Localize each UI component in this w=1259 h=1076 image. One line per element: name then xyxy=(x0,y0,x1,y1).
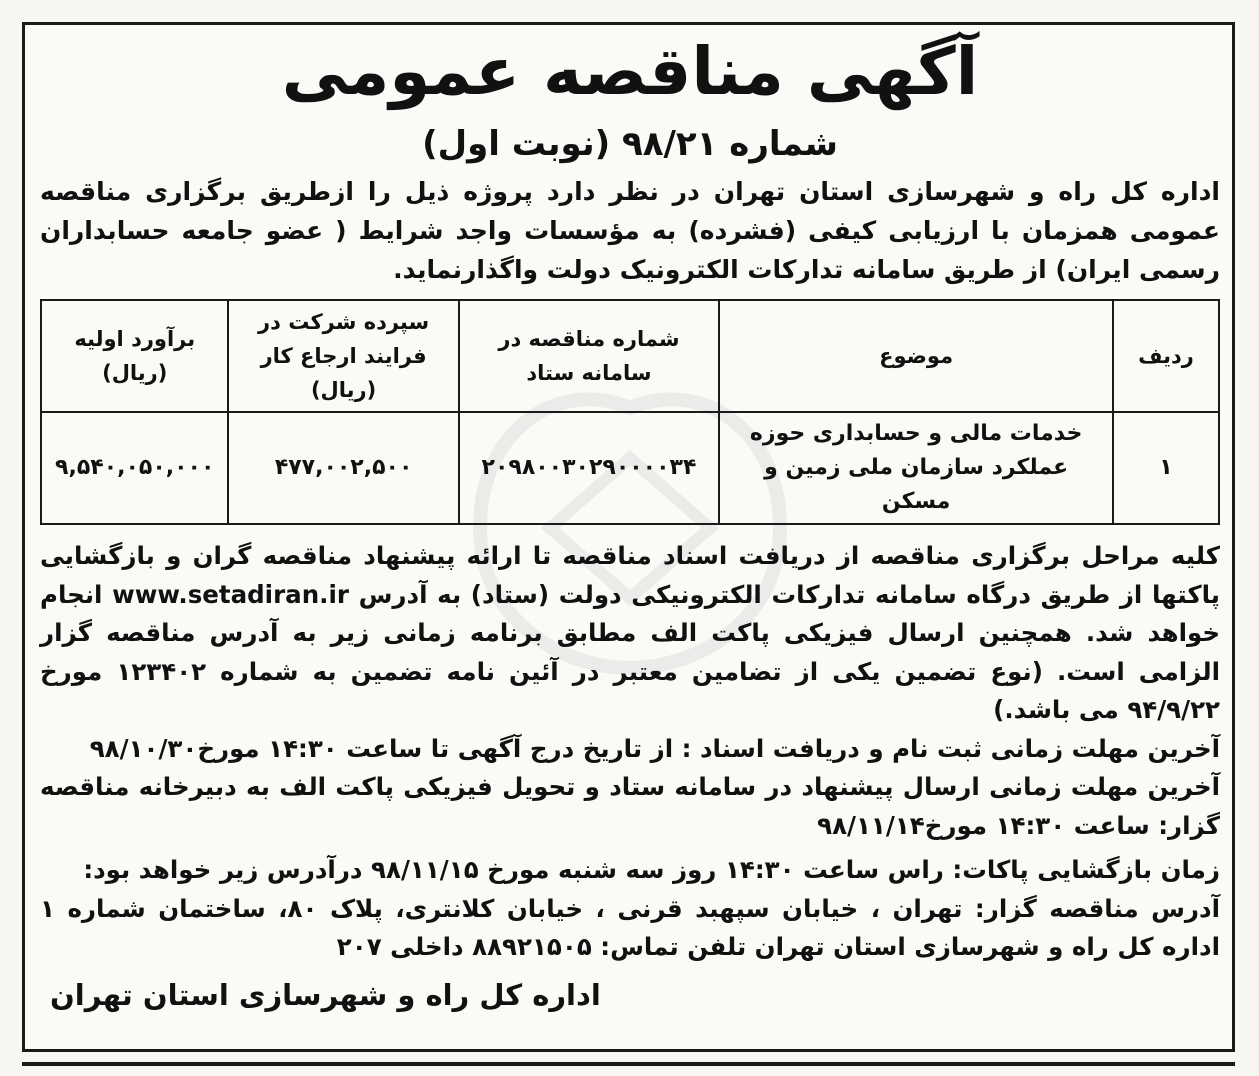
signature: اداره کل راه و شهرسازی استان تهران xyxy=(50,977,601,1012)
procedure-text-end: انجام خواهد شد. همچنین ارسال فیزیکی پاکت الف مطابق برنامه زمانی زیر به آدرس مناقصه گزار الزامی است. (نوع تضمین یکی از تضامین معتبر در آئین نامه تضمین به شماره ۱۲۳۴۰۲ مورخ ۹۴/۹/۲۲ می باشد.) xyxy=(40,579,1220,724)
header-estimate: برآورد اولیه (ریال) xyxy=(41,300,228,412)
tenderer-address: آدرس مناقصه گزار: تهران ، خیابان سپهبد قرنی ، خیابان کلانتری، پلاک ۸۰، ساختمان شماره ۱ اداره کل راه و شهرسازی استان تهران تلفن تماس: ۸۸۹۲۱۵۰۵ داخلی ۲۰۷ xyxy=(40,893,1220,961)
header-subject: موضوع xyxy=(719,300,1113,412)
header-tender-number: شماره مناقصه در سامانه ستاد xyxy=(459,300,719,412)
procedure-text-start: کلیه مراحل برگزاری مناقصه از دریافت اسناد مناقصه تا ارائه پیشنهاد مناقصه گران و بازگشایی پاکتها از طریق درگاه سامانه تدارکات الکترونیکی دولت (ستاد) به آدرس xyxy=(40,541,1220,609)
table-row xyxy=(41,412,1219,524)
cell-deposit: ۴۷۷,۰۰۲,۵۰۰ xyxy=(228,412,458,524)
header-row-number: ردیف xyxy=(1113,300,1219,412)
cell-tender-number: ۲۰۹۸۰۰۳۰۲۹۰۰۰۰۳۴ xyxy=(459,412,719,524)
cell-estimate: ۹,۵۴۰,۰۵۰,۰۰۰ xyxy=(41,412,228,524)
opening-time: زمان بازگشایی پاکات: راس ساعت ۱۴:۳۰ روز سه شنبه مورخ ۹۸/۱۱/۱۵ درآدرس زیر خواهد بود: xyxy=(83,855,1220,884)
cell-row-number: ۱ xyxy=(1113,412,1219,524)
header-deposit: سپرده شرکت در فرایند ارجاع کار (ریال) xyxy=(228,300,458,412)
notice-title: آگهی مناقصه عمومی xyxy=(281,33,979,110)
deadline-bids: آخرین مهلت زمانی ارسال پیشنهاد در سامانه ستاد و تحویل فیزیکی پاکت الف به دبیرخانه مناقصه گزار: ساعت ۱۴:۳۰ مورخ۹۸/۱۱/۱۴ xyxy=(40,772,1220,840)
procedure-paragraph xyxy=(40,537,1220,730)
intro-paragraph: اداره کل راه و شهرسازی استان تهران در نظر دارد پروژه ذیل را ازطریق برگزاری مناقصه عمومی همزمان با ارزیابی کیفی (فشرده) به مؤسسات واجد شرایط ( عضو جامعه حسابداران رسمی ایران) از طریق سامانه تدارکات الکترونیک دولت واگذارنماید. xyxy=(40,177,1220,284)
website-link[interactable]: www.setadiran.ir xyxy=(112,579,349,609)
table-header-row xyxy=(41,300,1219,412)
deadline-documents: آخرین مهلت زمانی ثبت نام و دریافت اسناد : از تاریخ درج آگهی تا ساعت ۱۴:۳۰ مورخ۹۸/۱۰/۳۰ xyxy=(89,733,1220,763)
bottom-rule xyxy=(22,1062,1235,1066)
notice-content xyxy=(40,30,1220,1017)
notice-number: شماره ۹۸/۲۱ (نوبت اول) xyxy=(422,124,838,164)
tender-table xyxy=(40,299,1220,525)
cell-subject: خدمات مالی و حسابداری حوزه عملکرد سازمان ملی زمین و مسکن xyxy=(719,412,1113,524)
